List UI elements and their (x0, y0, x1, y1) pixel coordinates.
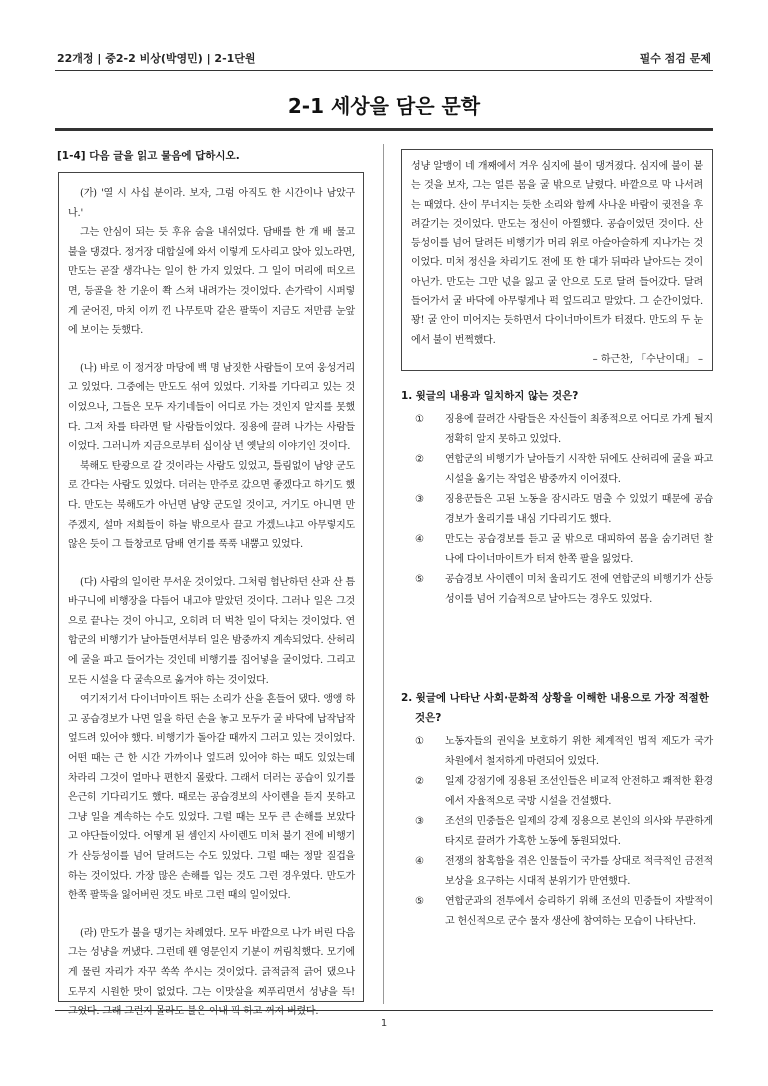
question-text: 윗글의 내용과 일치하지 않는 것은? (415, 390, 579, 402)
passage-paragraph: (라) 만도가 불을 댕기는 차례였다. 모두 바깥으로 나가 버린 다음 그는 성냥을 꺼냈다. 그런데 웬 영문인지 기분이 꺼림칙했다. 모기에게 물린 자리가 자꾸 쏙쏙 쑤시는 것이었다. 긁적긁적 긁어 댔으나 도무지 시원한 맛이 없었다. 그는 이맛살을 찌푸리면서 성냥을 득! 그었다. 그래 그런지 몰라도 불은 이내 픽 하고 꺼져 버렸다. (68, 927, 355, 1018)
choice-item[interactable] (401, 772, 713, 812)
choice-text: 징용에 끌려간 사람들은 자신들이 최종적으로 어디로 가게 될지 정확히 알지 못하고 있었다. (445, 414, 713, 445)
passage-paragraph: 성냥 알맹이 네 개째에서 겨우 심지에 불이 댕겨졌다. 심지에 불이 붙는 것을 보자, 그는 얼른 몸을 굴 밖으로 날렸다. 바깥으로 막 나서려는 때였다. 산이 무너지는 듯한 소리와 함께 사나운 바람이 귓전을 후려갈기는 것이었다. 만도는 정신이 아찔했다. 공습이었던 것이다. 산등성이를 넘어 달려든 비행기가 머리 위로 아슬아슬하게 지나가는 것이었다. 미처 정신을 차리기도 전에 또 한 대가 뒤따라 날아드는 것이 아닌가. 만도는 그만 넋을 잃고 굴 안으로 도로 달려 들어갔다. 달려 들어가서 굴 바닥에 아무렇게나 퍽 엎드리고 말았다. 그 순간이었다. 꽝! 굴 안이 미어지는 듯하면서 다이너마이트가 터졌다. 만도의 두 눈에서 불이 번쩍했다. (411, 161, 703, 346)
choice-item[interactable] (401, 732, 713, 772)
passage-paragraph: 북해도 탄광으로 갈 것이라는 사람도 있었고, 틀림없이 남양 군도로 간다는 사람도 있었다. 더러는 만주로 갔으면 좋겠다고 하기도 했다. 만도는 북해도가 아닌면 남양 군도일 것이고, 거기도 아니면 만주겠지, 설마 저희들이 하늘 밖으로사 끌고 가겠느냐고 아무렇지도 않은 듯이 그 들창코로 담배 연기를 푹푹 내뿜고 있었다. (68, 460, 355, 551)
choice-item[interactable] (401, 490, 713, 530)
title-divider (55, 128, 713, 131)
choice-mark: ② (415, 454, 424, 465)
choice-mark: ① (415, 736, 424, 747)
column-divider (383, 144, 384, 1004)
footer-divider (55, 1010, 713, 1011)
passage-source: – 하근찬, 「수난이대」 – (592, 353, 703, 365)
choice-text: 일제 강점기에 징용된 조선인들은 비교적 안전하고 쾌적한 환경에서 자율적으로 국방 시설을 건설했다. (445, 776, 713, 807)
header-section-label: 필수 점검 문제 (639, 52, 711, 65)
choice-text: 연합군의 비행기가 날아들기 시작한 뒤에도 산허리에 굴을 파고 시설을 옮기는 작업은 밤중까지 이어졌다. (445, 454, 713, 485)
choice-mark: ④ (415, 856, 424, 867)
passage-paragraph: (나) 바로 이 정거장 마당에 백 명 남짓한 사람들이 모여 웅성거리고 있었다. 그중에는 만도도 섞여 있었다. 기차를 기다리고 있는 것이었으나, 그들은 모두 자기네들이 어디로 가는 것인지 알지를 못했다. 그저 차를 타라면 탈 사람들이었다. 징용에 끌려 나가는 사람들이었다. 그러니까 지금으로부터 십이삼 년 옛날의 이야기인 것이다. (68, 362, 355, 453)
choice-item[interactable] (401, 450, 713, 490)
passage-paragraph: (가) '열 시 사십 분이라. 보자, 그럼 아직도 한 시간이나 남았구나.' (68, 188, 355, 219)
passage-paragraph: 여기저기서 다이너마이트 뛰는 소리가 산을 흔들어 댔다. 앵앵 하고 공습경보가 나면 일을 하던 손을 놓고 모두가 굴 바닥에 납작납작 엎드려 있어야 했다. 비행기가 돌아갈 때까지 그러고 있는 것이었다. 어떤 때는 근 한 시간 가까이나 엎드려 있어야 하는 때도 있었는데 차라리 그것이 얼마나 편한지 몰랐다. 그래서 더러는 공습이 있기를 은근히 기다리기도 했다. 때로는 공습경보의 사이렌을 듣지 못하고 그냥 일을 계속하는 수도 있었다. 그럴 때는 모두 큰 손해를 보았다고 야단들이었다. 어떻게 된 셈인지 사이렌도 미처 불기 전에 비행기가 산등성이를 넘어 달려드는 수도 있었다. 그럴 때는 정말 질겁을 하는 것이었다. 가장 많은 손해를 입는 것도 그런 경우였다. 만도가 한쪽 팔뚝을 잃어버린 것도 바로 그런 때의 일이었다. (68, 694, 355, 902)
choice-text: 만도는 공습경보를 듣고 굴 밖으로 대피하여 몸을 숨기려던 찰나에 다이너마이트가 터져 한쪽 팔을 잃었다. (445, 534, 713, 565)
question-2 (401, 688, 713, 932)
question-text: 윗글에 나타난 사회·문화적 상황을 이해한 내용으로 가장 적절한 것은? (415, 692, 709, 724)
passage-paragraph: (다) 사람의 일이란 무서운 것이었다. 그처럼 험난하던 산과 산 틈바구니에 비행장을 다듬어 내고야 말았던 것이다. 그러나 일은 그것으로 끝나는 것이 아니고, 오히려 더 벅찬 일이 닥치는 것이었다. 연합군의 비행기가 날아들면서부터 일은 밤중까지 계속되었다. 산허리에 굴을 파고 들어가는 것인데 비행기를 집어넣을 굴이었다. 그리고 모든 시설을 다 굴속으로 옮겨야 하는 것이었다. (68, 576, 355, 686)
paragraph-gap (68, 906, 355, 924)
header-course-info: 22개정 | 중2-2 비상(박영민) | 2-1단원 (57, 52, 256, 65)
choice-item[interactable] (401, 530, 713, 570)
passage-box-left (58, 172, 364, 1018)
choice-mark: ⑤ (415, 574, 424, 585)
choice-mark: ⑤ (415, 896, 424, 907)
passage-paragraph: 그는 안심이 되는 듯 후유 숨을 내쉬었다. 담배를 한 개 배 물고 불을 댕겼다. 정거장 대합실에 와서 이렇게 도사리고 앉아 있노라면, 만도는 곧잘 생각나는 일이 한 가지 있었다. 그 일이 머리에 떠오르면, 등골을 찬 기운이 쫙 스쳐 내려가는 것이었다. 손가락이 시퍼렇게 굳어진, 마치 이끼 낀 나무토막 같은 팔뚝이 지금도 저만큼 눈앞에 보이는 듯했다. (68, 227, 355, 337)
choice-item[interactable] (401, 892, 713, 932)
choice-mark: ③ (415, 816, 424, 827)
choice-mark: ③ (415, 494, 424, 505)
instruction: [1-4] 다음 글을 읽고 물음에 답하시오. (57, 150, 240, 162)
choice-list (401, 732, 713, 932)
question-stem (401, 386, 713, 406)
question-1 (401, 386, 713, 610)
choice-list (401, 410, 713, 610)
choice-mark: ① (415, 414, 424, 425)
page-number: 1 (380, 1018, 388, 1029)
choice-text: 전쟁의 참혹함을 겪은 인물들이 국가를 상대로 적극적인 금전적 보상을 요구하는 시대적 분위기가 만연했다. (445, 856, 713, 887)
page-title: 2-1 세상을 담은 문학 (287, 94, 481, 118)
choice-text: 공습경보 사이렌이 미처 울리기도 전에 연합군의 비행기가 산등성이를 넘어 기습적으로 날아드는 경우도 있었다. (445, 574, 713, 605)
choice-text: 연합군과의 전투에서 승리하기 위해 조선의 민중들이 자발적이고 헌신적으로 군수 물자 생산에 참여하는 모습이 나타난다. (445, 896, 713, 927)
paragraph-gap (68, 341, 355, 359)
choice-mark: ② (415, 776, 424, 787)
paragraph-gap (68, 555, 355, 573)
choice-text: 노동자들의 권익을 보호하기 위한 체계적인 법적 제도가 국가 차원에서 철저하게 마련되어 있었다. (445, 736, 713, 767)
choice-text: 징용꾼들은 고된 노동을 잠시라도 멈출 수 있었기 때문에 공습경보가 울리기를 내심 기다리기도 했다. (445, 494, 713, 525)
question-stem (401, 688, 713, 728)
choice-text: 조선의 민중들은 일제의 강제 징용으로 본인의 의사와 무관하게 타지로 끌려가 가혹한 노동에 동원되었다. (445, 816, 713, 847)
choice-mark: ④ (415, 534, 424, 545)
passage-box-right (401, 149, 713, 371)
choice-item[interactable] (401, 410, 713, 450)
header-divider (55, 70, 713, 71)
choice-item[interactable] (401, 570, 713, 610)
question-number: 1. (401, 390, 413, 402)
choice-item[interactable] (401, 852, 713, 892)
choice-item[interactable] (401, 812, 713, 852)
question-number: 2. (401, 692, 413, 704)
